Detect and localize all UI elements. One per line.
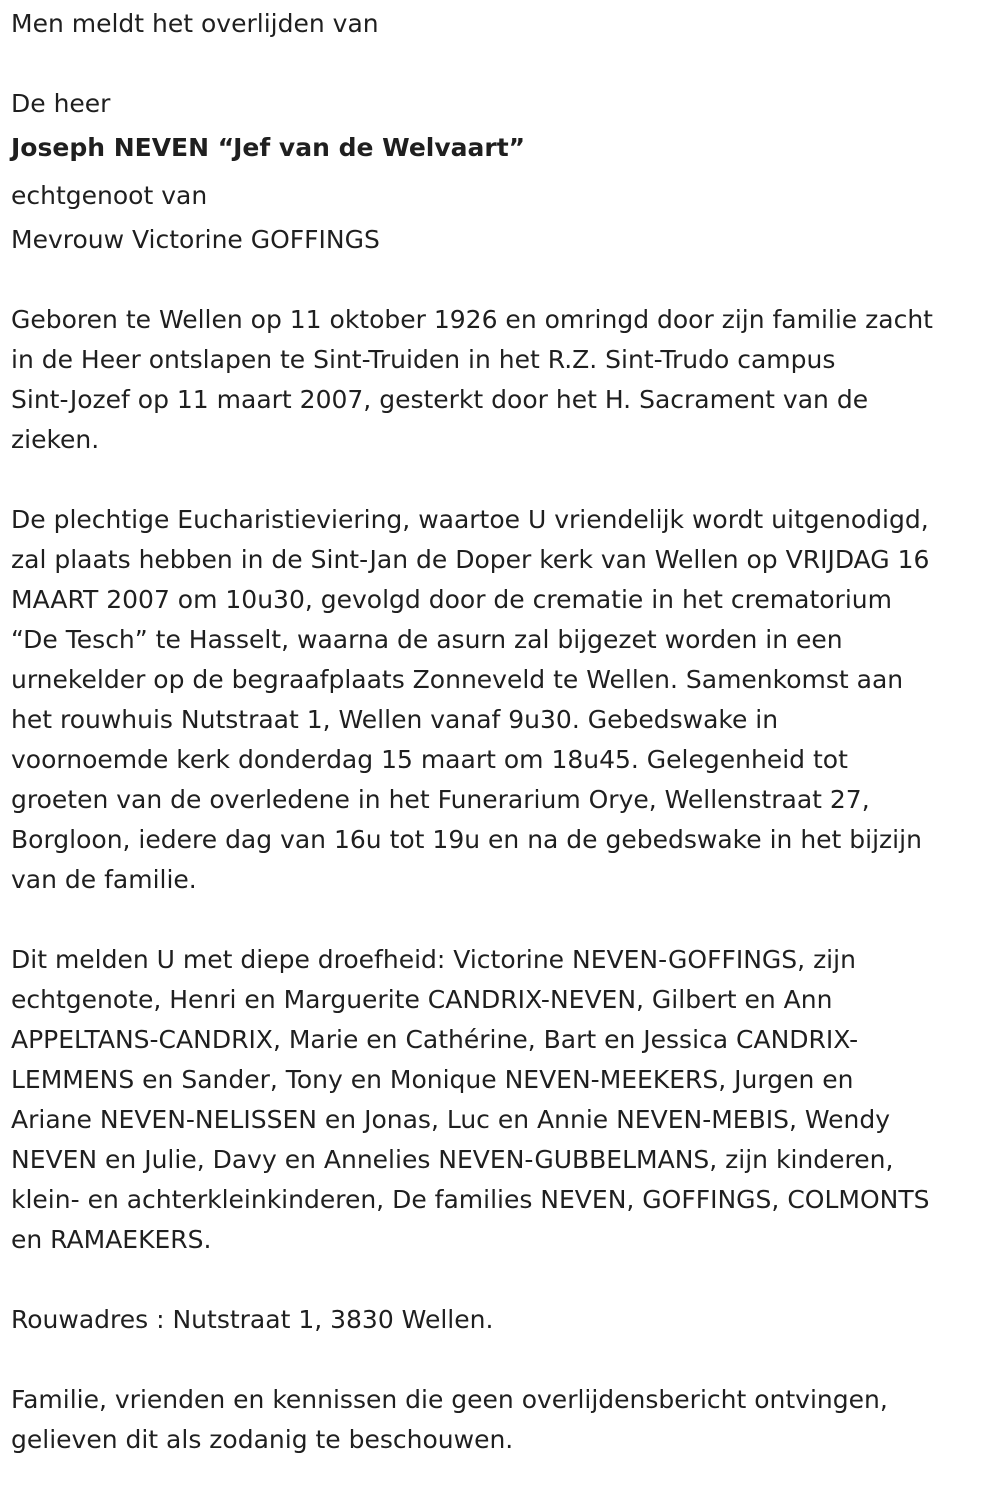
paragraph-line: APPELTANS-CANDRIX, Marie en Cathérine, Bart en Jessica CANDRIX-: [11, 1025, 859, 1054]
paragraph-line: echtgenote, Henri en Marguerite CANDRIX-NEVEN, Gilbert en Ann: [11, 985, 833, 1014]
paragraph-line: MAART 2007 om 10u30, gevolgd door de crematie in het crematorium: [11, 585, 892, 614]
closing-paragraph: [11, 1380, 990, 1460]
paragraph-line: het rouwhuis Nutstraat 1, Wellen vanaf 9u30. Gebedswake in: [11, 705, 779, 734]
paragraph-line: LEMMENS en Sander, Tony en Monique NEVEN-MEEKERS, Jurgen en: [11, 1065, 854, 1094]
spacer: [11, 44, 990, 84]
spacer: [11, 260, 990, 300]
address-paragraph: [11, 1300, 990, 1340]
spouse-name: Mevrouw Victorine GOFFINGS: [11, 225, 380, 254]
family-paragraph: [11, 940, 990, 1260]
deceased-name: Joseph NEVEN “Jef van de Welvaart”: [11, 133, 526, 162]
paragraph-line: Sint-Jozef op 11 maart 2007, gesterkt door het H. Sacrament van de: [11, 385, 869, 414]
paragraph-line: in de Heer ontslapen te Sint-Truiden in het R.Z. Sint-Trudo campus: [11, 345, 836, 374]
paragraph-line: zieken.: [11, 425, 100, 454]
paragraph-line: NEVEN en Julie, Davy en Annelies NEVEN-GUBBELMANS, zijn kinderen,: [11, 1145, 894, 1174]
paragraph-line: groeten van de overledene in het Funerarium Orye, Wellenstraat 27,: [11, 785, 870, 814]
spacer: [11, 460, 990, 500]
paragraph-line: De plechtige Eucharistieviering, waartoe U vriendelijk wordt uitgenodigd,: [11, 505, 929, 534]
paragraph-line: van de familie.: [11, 865, 197, 894]
paragraph-line: “De Tesch” te Hasselt, waarna de asurn zal bijgezet worden in een: [11, 625, 843, 654]
paragraph-line: klein- en achterkleinkinderen, De families NEVEN, GOFFINGS, COLMONTS: [11, 1185, 930, 1214]
relation-text: echtgenoot van: [11, 181, 208, 210]
intro-text: Men meldt het overlijden van: [11, 9, 379, 38]
paragraph-line: urnekelder op de begraafplaats Zonneveld te Wellen. Samenkomst aan: [11, 665, 904, 694]
title-text: De heer: [11, 89, 111, 118]
spacer: [11, 1260, 990, 1300]
ceremony-paragraph: [11, 500, 990, 900]
paragraph-line: zal plaats hebben in de Sint-Jan de Doper kerk van Wellen op VRIJDAG 16: [11, 545, 930, 574]
birth-death-paragraph: [11, 300, 990, 460]
mourning-address: Rouwadres : Nutstraat 1, 3830 Wellen.: [11, 1305, 494, 1334]
paragraph-line: Borgloon, iedere dag van 16u tot 19u en na de gebedswake in het bijzijn: [11, 825, 922, 854]
spacer: [11, 1340, 990, 1380]
paragraph-line: Familie, vrienden en kennissen die geen overlijdensbericht ontvingen,: [11, 1385, 888, 1414]
paragraph-line: gelieven dit als zodanig te beschouwen.: [11, 1425, 514, 1454]
paragraph-line: Dit melden U met diepe droefheid: Victorine NEVEN-GOFFINGS, zijn: [11, 945, 856, 974]
paragraph-line: voornoemde kerk donderdag 15 maart om 18u45. Gelegenheid tot: [11, 745, 848, 774]
paragraph-line: en RAMAEKERS.: [11, 1225, 212, 1254]
paragraph-line: Ariane NEVEN-NELISSEN en Jonas, Luc en Annie NEVEN-MEBIS, Wendy: [11, 1105, 891, 1134]
paragraph-line: Geboren te Wellen op 11 oktober 1926 en omringd door zijn familie zacht: [11, 305, 933, 334]
spacer: [11, 900, 990, 940]
